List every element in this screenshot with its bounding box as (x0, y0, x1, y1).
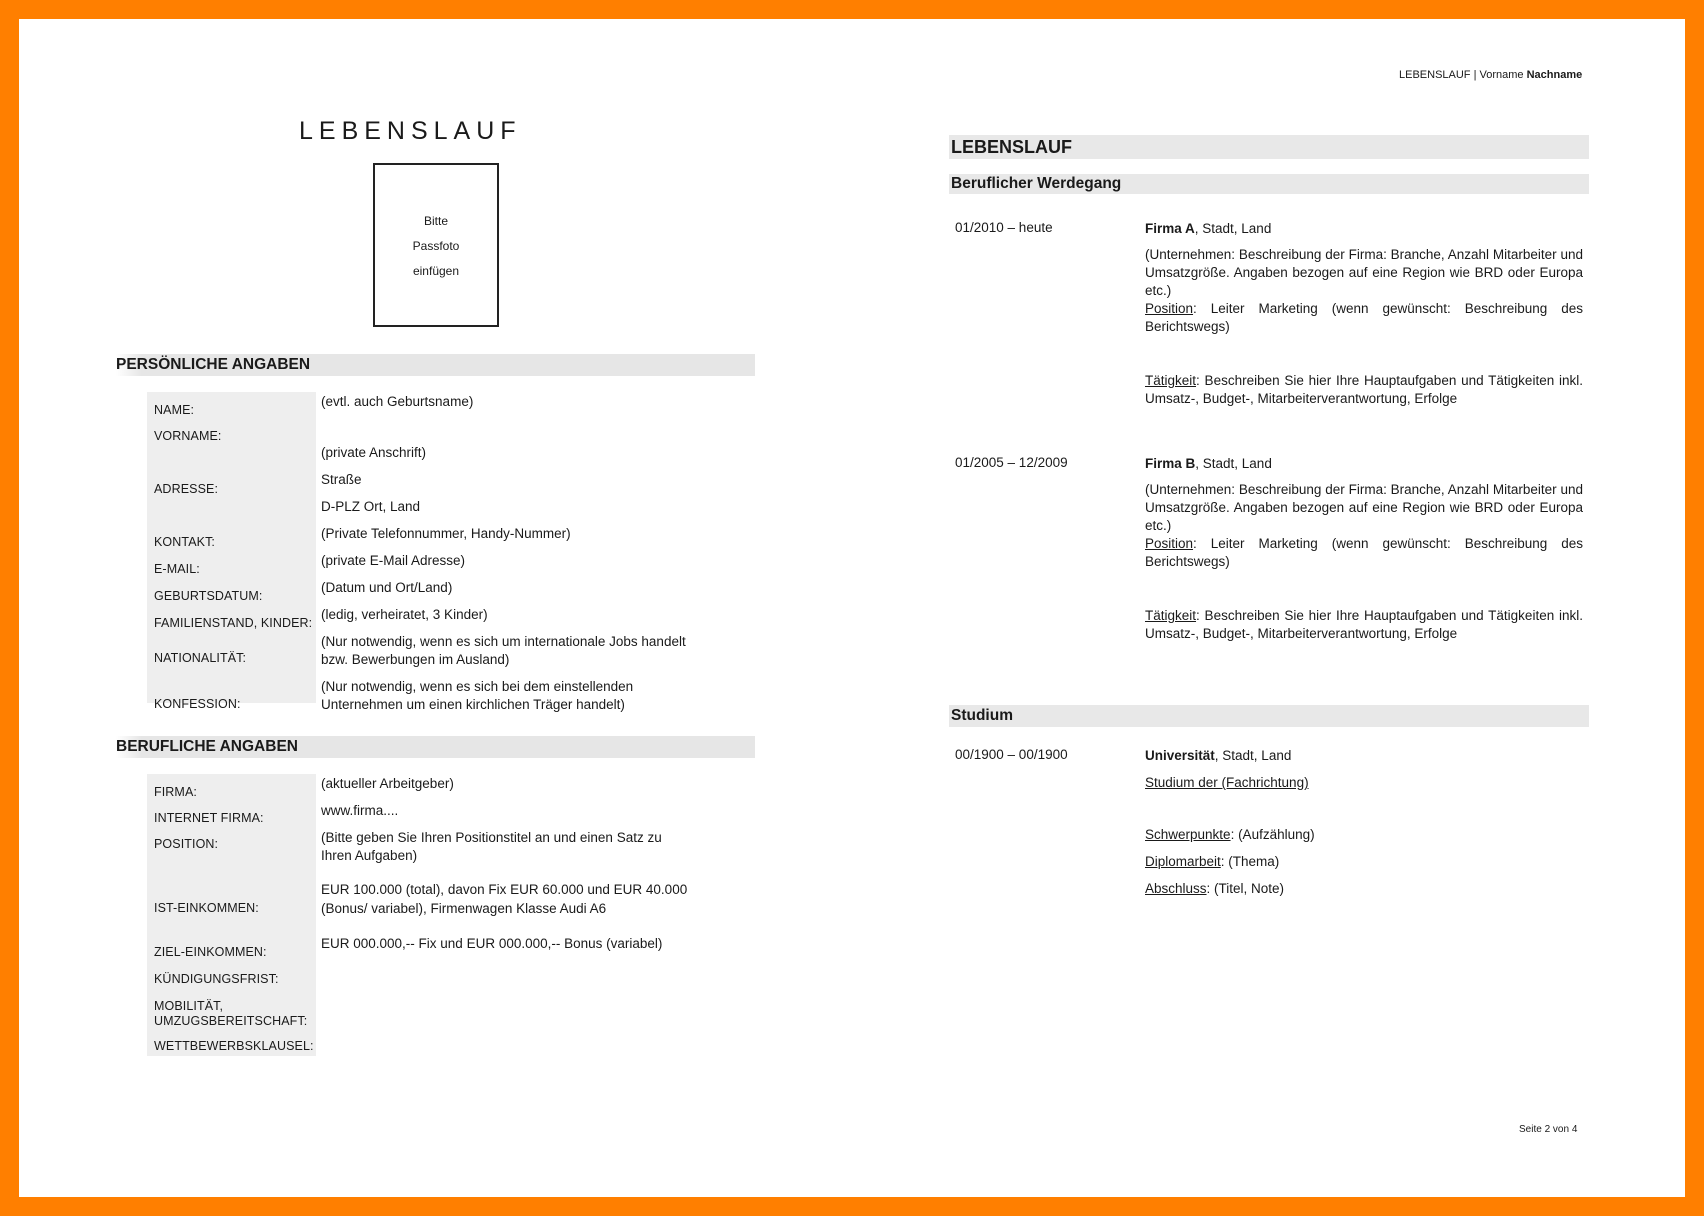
study-location: , Stadt, Land (1214, 748, 1292, 763)
study-subject-line (1145, 774, 1583, 792)
section-heading-career: Beruflicher Werdegang (949, 174, 1589, 194)
cv-main-title: LEBENSLAUF (299, 117, 522, 145)
document-page (19, 19, 1685, 1197)
study-thesis-label: Diplomarbeit (1145, 854, 1221, 869)
value-city: D-PLZ Ort, Land (321, 499, 421, 514)
value-nationalitaet-line2: bzw. Bewerbungen im Ausland) (321, 652, 510, 667)
photo-text-line: Passfoto (412, 239, 460, 253)
section-heading-professional: BERUFLICHE ANGABEN (116, 736, 755, 758)
value-address-note: (private Anschrift) (321, 445, 427, 460)
label-konfession: KONFESSION: (154, 697, 241, 711)
label-geburtsdatum: GEBURTSDATUM: (154, 589, 263, 603)
label-adresse: ADRESSE: (154, 482, 219, 496)
label-umzugsbereitschaft: UMZUGSBEREITSCHAFT: (154, 1014, 308, 1028)
job-description: (Unternehmen: Beschreibung der Firma: Branche, Anzahl Mitarbeiter und Umsatzgröße. Angaben bezogen auf eine Region wie BRD oder Europa etc.) (1145, 482, 1583, 533)
job-task-label: Tätigkeit (1145, 608, 1197, 623)
label-wettbewerbsklausel: WETTBEWERBSKLAUSEL: (154, 1039, 314, 1053)
study-focus (1145, 826, 1583, 844)
value-konfession-line2: Unternehmen um einen kirchlichen Träger handelt) (321, 697, 625, 712)
value-ziel-einkommen: EUR 000.000,-- Fix und EUR 000.000,-- Bonus (variabel) (321, 936, 663, 951)
study-degree-text: : (Titel, Note) (1206, 881, 1285, 896)
job-location: , Stadt, Land (1194, 221, 1272, 236)
job-task-text: : Beschreiben Sie hier Ihre Hauptaufgaben und Tätigkeiten inkl. Umsatz-, Budget-, Mitarbeiterverantwortung, Erfolge (1145, 373, 1583, 406)
study-subject: Studium der (Fachrichtung) (1145, 775, 1309, 790)
section-heading-personal: PERSÖNLICHE ANGABEN (116, 354, 755, 376)
value-nationalitaet-line1: (Nur notwendig, wenn es sich um internationale Jobs handelt (321, 634, 686, 649)
job-task-text: : Beschreiben Sie hier Ihre Hauptaufgaben und Tätigkeiten inkl. Umsatz-, Budget-, Mitarbeiterverantwortung, Erfolge (1145, 608, 1583, 641)
page-number: Seite 2 von 4 (1519, 1124, 1578, 1135)
passport-photo-placeholder (373, 163, 499, 327)
job-date: 01/2010 – heute (955, 220, 1053, 235)
label-kontakt: KONTAKT: (154, 535, 215, 549)
job-task (1145, 607, 1583, 643)
value-ist-line1: EUR 100.000 (total), davon Fix EUR 60.000 und EUR 40.000 (321, 882, 688, 897)
study-date: 00/1900 – 00/1900 (955, 747, 1068, 762)
running-header (1399, 69, 1582, 81)
label-position: POSITION: (154, 837, 219, 851)
value-street: Straße (321, 472, 362, 487)
study-degree-label: Abschluss (1145, 881, 1207, 896)
value-ist-line2: (Bonus/ variabel), Firmenwagen Klasse Audi A6 (321, 901, 607, 916)
label-nationalitaet: NATIONALITÄT: (154, 651, 247, 665)
label-ist-einkommen: IST-EINKOMMEN: (154, 901, 259, 915)
value-konfession-line1: (Nur notwendig, wenn es sich bei dem einstellenden (321, 679, 634, 694)
right-page-title: LEBENSLAUF (949, 135, 1589, 159)
study-focus-text: : (Aufzählung) (1230, 827, 1315, 842)
label-mobilitaet: MOBILITÄT, (154, 999, 224, 1013)
value-familienstand: (ledig, verheiratet, 3 Kinder) (321, 607, 488, 622)
value-geburtsdatum: (Datum und Ort/Land) (321, 580, 453, 595)
study-degree (1145, 880, 1583, 898)
value-email: (private E-Mail Adresse) (321, 553, 466, 568)
job-position (1145, 300, 1583, 336)
running-header-prefix: LEBENSLAUF | Vorname (1399, 69, 1524, 81)
label-email: E-MAIL: (154, 562, 200, 576)
label-firma: FIRMA: (154, 785, 197, 799)
label-familienstand: FAMILIENSTAND, KINDER: (154, 616, 313, 630)
value-name: (evtl. auch Geburtsname) (321, 394, 474, 409)
label-vorname: VORNAME: (154, 429, 222, 443)
study-focus-label: Schwerpunkte (1145, 827, 1231, 842)
job-company: Firma B (1145, 456, 1196, 471)
study-thesis (1145, 853, 1583, 871)
job-date: 01/2005 – 12/2009 (955, 455, 1068, 470)
job-position-label: Position (1145, 301, 1194, 316)
value-firma: (aktueller Arbeitgeber) (321, 776, 454, 791)
photo-text-line: einfügen (412, 264, 460, 278)
value-position-line1: (Bitte geben Sie Ihren Positionstitel an und einen Satz zu (321, 830, 662, 845)
section-heading-study: Studium (949, 705, 1589, 727)
value-kontakt: (Private Telefonnummer, Handy-Nummer) (321, 526, 571, 541)
job-company: Firma A (1145, 221, 1195, 236)
study-university-line (1145, 747, 1583, 765)
label-ziel-einkommen: ZIEL-EINKOMMEN: (154, 945, 267, 959)
job-task (1145, 372, 1583, 408)
job-location: , Stadt, Land (1195, 456, 1272, 471)
job-company-line (1145, 455, 1583, 473)
job-position-text: : Leiter Marketing (wenn gewünscht: Beschreibung des Berichtswegs) (1145, 301, 1583, 334)
label-internet-firma: INTERNET FIRMA: (154, 811, 264, 825)
label-kuendigungsfrist: KÜNDIGUNGSFRIST: (154, 972, 279, 986)
job-position-label: Position (1145, 536, 1194, 551)
job-task-label: Tätigkeit (1145, 373, 1197, 388)
job-description: (Unternehmen: Beschreibung der Firma: Branche, Anzahl Mitarbeiter und Umsatzgröße. Angaben bezogen auf eine Region wie BRD oder Europa etc.) (1145, 247, 1583, 298)
value-internet-firma: www.firma.... (321, 803, 399, 818)
study-thesis-text: : (Thema) (1220, 854, 1280, 869)
value-position-line2: Ihren Aufgaben) (321, 848, 418, 863)
job-position (1145, 535, 1583, 571)
label-name: NAME: (154, 403, 195, 417)
job-company-line (1145, 220, 1583, 238)
photo-text-line: Bitte (423, 214, 448, 228)
job-position-text: : Leiter Marketing (wenn gewünscht: Beschreibung des Berichtswegs) (1145, 536, 1583, 569)
running-header-surname: Nachname (1526, 69, 1583, 81)
study-university: Universität (1145, 748, 1215, 763)
